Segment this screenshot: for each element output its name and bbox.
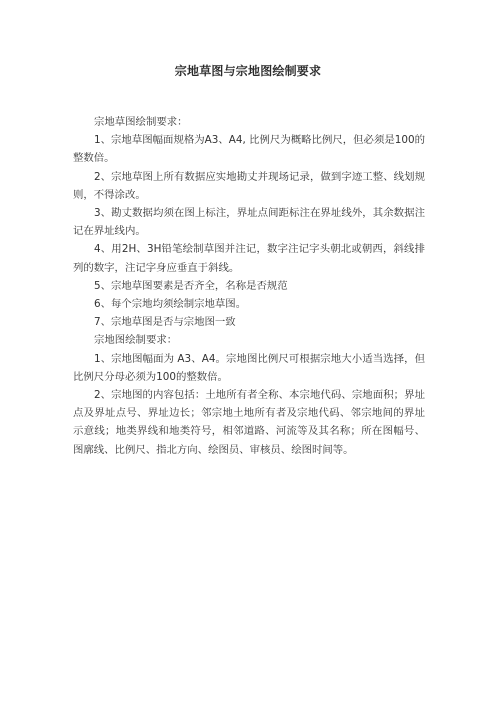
- paragraph-item: 6、每个宗地均须绘制宗地草图。: [94, 298, 247, 311]
- paragraph-item: 1、宗地图幅面为 A3、A4。宗地图比例尺可根据宗地大小适当选择，但比例尺分母必须为100的整数倍。: [73, 352, 425, 383]
- document-title: 宗地草图与宗地图绘制要求: [174, 64, 322, 78]
- document-body: [73, 113, 425, 459]
- paragraph-item: 7、宗地草图是否与宗地图一致: [94, 316, 236, 329]
- paragraph-item: 1、宗地草图幅面规格为A3、A4, 比例尺为概略比例尺，但必须是100的整数倍。: [73, 134, 425, 165]
- paragraph-item: 2、宗地图的内容包括：土地所有者全称、本宗地代码、宗地面积；界址点及界址点号、界址边长；邻宗地土地所有者及宗地代码、邻宗地间的界址示意线；地类界线和地类符号，相邻道路、河流等及其名称；所在图幅号、图廓线、比例尺、指北方向、绘图员、审核员、绘图时间等。: [73, 389, 425, 456]
- paragraph-item: 4、用2H、3H铅笔绘制草图并注记，数字注记字头朝北或朝西，斜线排列的数字，注记字身应垂直于斜线。: [73, 243, 425, 274]
- paragraph-item: 3、勘丈数据均须在图上标注，界址点间距标注在界址线外，其余数据注记在界址线内。: [73, 207, 425, 238]
- paragraph-item: 2、宗地草图上所有数据应实地勘丈并现场记录，做到字迹工整、线划规则，不得涂改。: [73, 170, 425, 201]
- section-heading-map: 宗地图绘制要求：: [94, 334, 178, 347]
- paragraph-item: 5、宗地草图要素是否齐全，名称是否规范: [94, 279, 288, 292]
- section-heading-sketch: 宗地草图绘制要求：: [94, 116, 188, 128]
